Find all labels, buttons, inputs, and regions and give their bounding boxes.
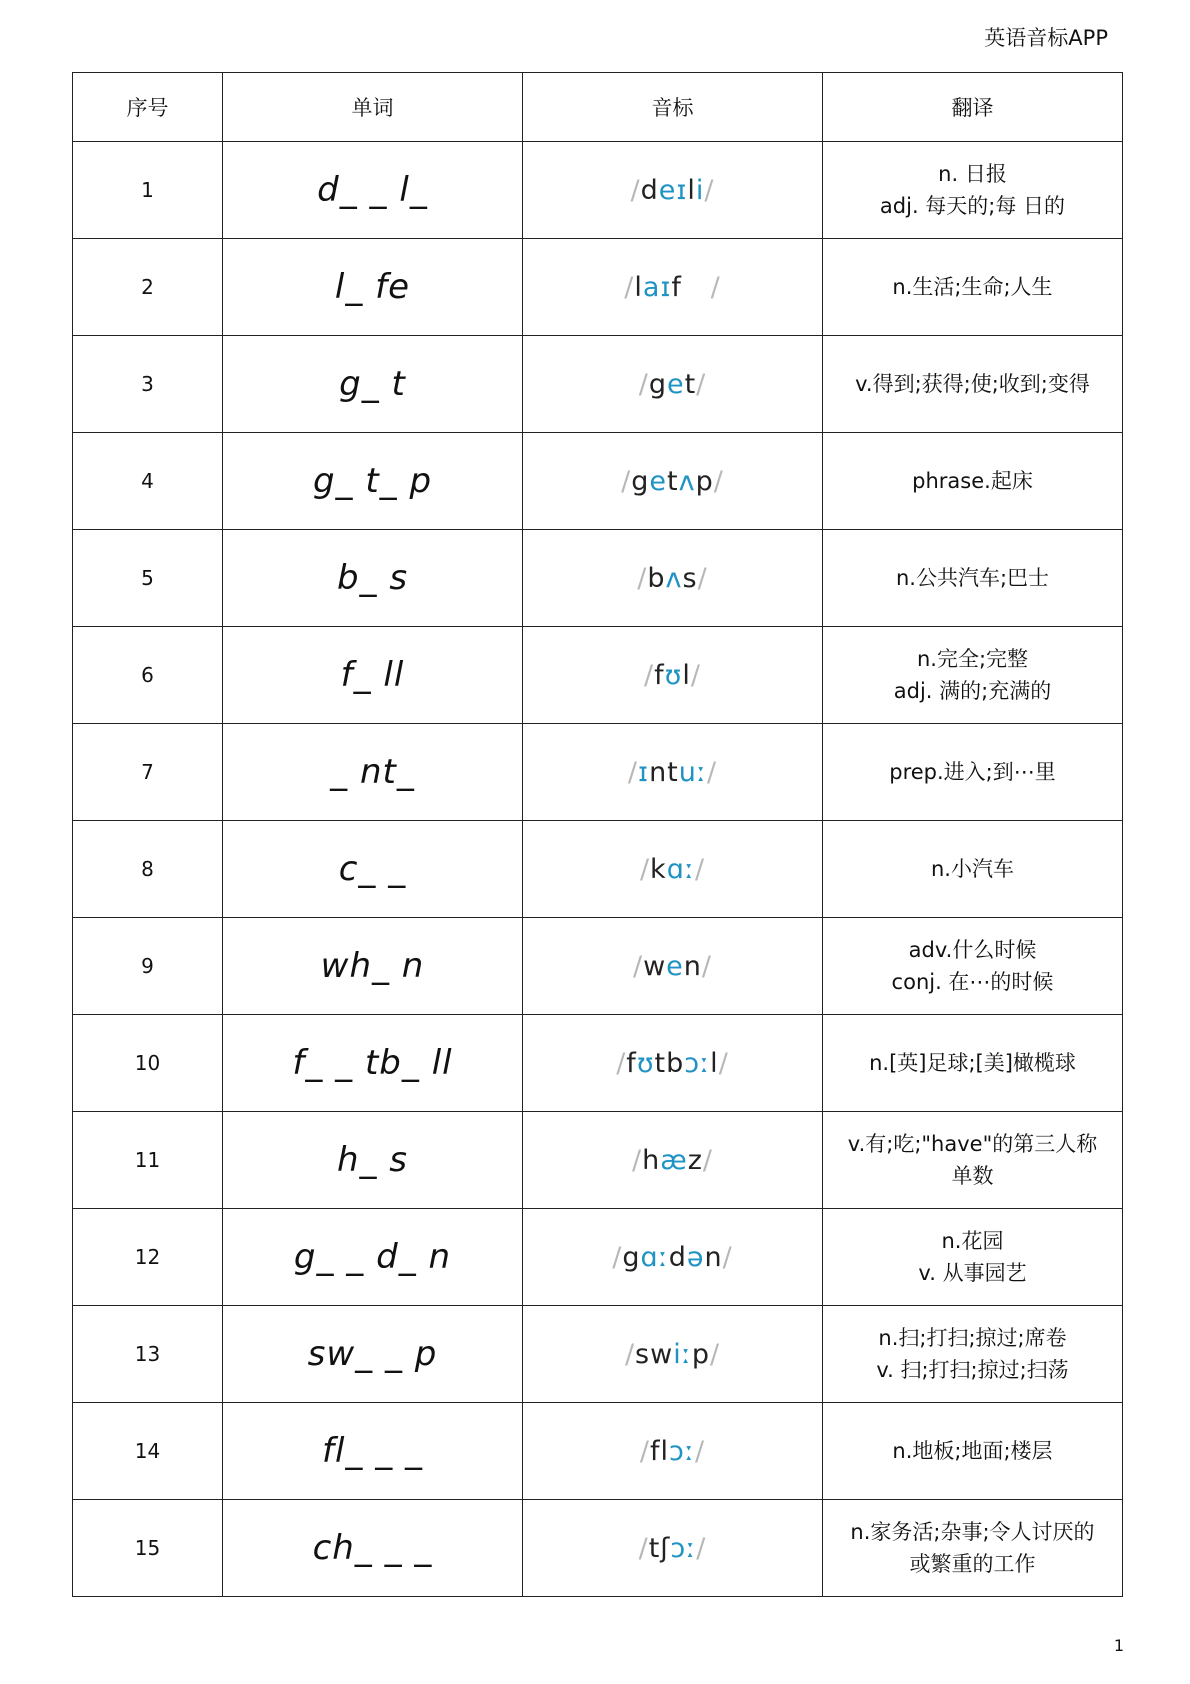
phonetic-slash: /: [639, 1435, 651, 1467]
row-number: 1: [73, 142, 223, 239]
word-blank-text: fl_ _ _: [321, 1431, 424, 1471]
row-number: 9: [73, 918, 223, 1015]
table-row: [73, 1015, 1123, 1112]
phonetic-consonant: l: [687, 174, 696, 206]
word-cell: [223, 821, 523, 918]
word-cell: [223, 1306, 523, 1403]
phonetic-text: [612, 1242, 733, 1273]
translation-line: adj. 满的;充满的: [893, 679, 1052, 703]
phonetic-consonant: f: [654, 659, 665, 691]
phonetic-cell: [523, 336, 823, 433]
word-blank-text: sw_ _ p: [307, 1334, 438, 1374]
phonetic-consonant: tb: [654, 1047, 685, 1079]
table-row: [73, 918, 1123, 1015]
phonetic-vowel: e: [666, 950, 684, 982]
translation-cell: [823, 918, 1123, 1015]
phonetic-slash: /: [624, 271, 635, 303]
column-header-phonetic: 音标: [523, 73, 823, 142]
translation-cell: [823, 239, 1123, 336]
phonetic-text: [624, 272, 721, 303]
phonetic-slash: /: [632, 950, 644, 982]
app-title: 英语音标APP: [984, 26, 1108, 50]
word-blank-text: h_ s: [336, 1140, 409, 1180]
word-blank-text: f_ _ tb_ ll: [292, 1043, 453, 1083]
word-cell: [223, 1015, 523, 1112]
phonetic-text: [630, 175, 714, 206]
phonetic-vowel: ʌ: [678, 465, 696, 497]
phonetic-consonant: g: [622, 1241, 641, 1273]
translation-line: n.扫;打扫;掠过;席卷: [878, 1326, 1067, 1350]
translation-cell: [823, 724, 1123, 821]
word-cell: [223, 336, 523, 433]
phonetic-vowel: i: [695, 174, 705, 206]
phonetic-text: [632, 1145, 713, 1176]
vocab-table: [72, 72, 1123, 1597]
word-cell: [223, 142, 523, 239]
translation-line: n.小汽车: [931, 857, 1014, 881]
phonetic-consonant: b: [647, 562, 666, 594]
phonetic-slash: /: [624, 1338, 636, 1370]
phonetic-cell: [523, 1015, 823, 1112]
phonetic-cell: [523, 530, 823, 627]
phonetic-consonant: g: [631, 465, 650, 497]
phonetic-vowel: uː: [678, 756, 707, 788]
translation-cell: [823, 530, 1123, 627]
phonetic-vowel: ɑː: [666, 853, 695, 885]
phonetic-slash: /: [644, 659, 655, 691]
phonetic-cell: [523, 142, 823, 239]
phonetic-vowel: ɔː: [684, 1047, 711, 1079]
word-blank-text: d_ _ l_: [317, 170, 428, 210]
translation-line: 单数: [951, 1164, 994, 1188]
translation-cell: [823, 1306, 1123, 1403]
translation-line: conj. 在⋯的时候: [891, 970, 1054, 994]
phonetic-cell: [523, 724, 823, 821]
row-number: 15: [73, 1500, 223, 1597]
translation-line: v. 扫;打扫;掠过;扫荡: [876, 1358, 1069, 1382]
translation-line: n.完全;完整: [916, 647, 1029, 671]
translation-line: n.家务活;杂事;令人讨厌的: [850, 1520, 1095, 1544]
word-blank-text: ch_ _ _: [312, 1528, 433, 1568]
phonetic-cell: [523, 1403, 823, 1500]
word-blank-text: c_ _: [338, 849, 407, 889]
phonetic-text: [628, 757, 717, 788]
phonetic-consonant: z: [687, 1144, 703, 1176]
phonetic-consonant: nt: [649, 756, 679, 788]
phonetic-text: [640, 854, 705, 885]
table-row: [73, 1112, 1123, 1209]
phonetic-slash: /: [696, 1532, 707, 1564]
row-number: 8: [73, 821, 223, 918]
word-cell: [223, 1403, 523, 1500]
phonetic-vowel: ʌ: [665, 562, 683, 594]
translation-line: v.有;吃;"have"的第三人称: [847, 1132, 1098, 1156]
phonetic-consonant: s: [682, 562, 698, 594]
table-row: [73, 142, 1123, 239]
phonetic-slash: /: [621, 465, 632, 497]
phonetic-consonant: t: [684, 368, 697, 400]
phonetic-slash: /: [631, 1144, 643, 1176]
phonetic-consonant: h: [642, 1144, 661, 1176]
translation-cell: [823, 1015, 1123, 1112]
phonetic-slash: /: [709, 1338, 721, 1370]
phonetic-vowel: e: [649, 465, 668, 497]
phonetic-cell: [523, 918, 823, 1015]
word-blank-text: b_ s: [336, 558, 409, 598]
phonetic-consonant: sw: [635, 1338, 674, 1370]
phonetic-vowel: ɔː: [670, 1532, 697, 1564]
phonetic-slash: /: [638, 368, 649, 400]
page-number: 1: [1113, 1636, 1124, 1655]
phonetic-vowel: æ: [660, 1144, 688, 1176]
translation-cell: [823, 1209, 1123, 1306]
phonetic-consonant: p: [695, 465, 714, 497]
translation-cell: [823, 433, 1123, 530]
phonetic-consonant: w: [643, 950, 667, 982]
phonetic-vowel: eɪ: [658, 174, 688, 206]
translation-cell: [823, 1112, 1123, 1209]
phonetic-vowel: iː: [673, 1338, 692, 1370]
phonetic-text: [633, 951, 712, 982]
phonetic-text: [616, 1048, 729, 1079]
translation-line: n.花园: [941, 1229, 1004, 1253]
phonetic-slash: /: [706, 756, 718, 788]
table-row: [73, 336, 1123, 433]
translation-cell: [823, 1403, 1123, 1500]
phonetic-consonant: n: [683, 950, 702, 982]
table-row: [73, 821, 1123, 918]
phonetic-text: [644, 660, 701, 691]
phonetic-cell: [523, 239, 823, 336]
table-row: [73, 433, 1123, 530]
row-number: 10: [73, 1015, 223, 1112]
row-number: 13: [73, 1306, 223, 1403]
column-header-number: 序号: [73, 73, 223, 142]
word-cell: [223, 1500, 523, 1597]
table-header-row: [73, 73, 1123, 142]
phonetic-slash: /: [690, 659, 701, 691]
phonetic-consonant: p: [691, 1338, 710, 1370]
phonetic-consonant: tʃ: [648, 1532, 671, 1564]
word-blank-text: l_ fe: [334, 267, 411, 307]
phonetic-vowel: aɪ: [642, 271, 672, 303]
row-number: 4: [73, 433, 223, 530]
phonetic-text: [637, 563, 707, 594]
phonetic-slash: /: [630, 174, 641, 206]
table-row: [73, 724, 1123, 821]
phonetic-consonant: g: [648, 368, 667, 400]
column-header-translation: 翻译: [823, 73, 1123, 142]
phonetic-slash: /: [697, 562, 708, 594]
phonetic-slash: /: [704, 174, 715, 206]
phonetic-slash: /: [722, 1241, 733, 1273]
word-blank-text: g_ t_ p: [312, 461, 433, 501]
word-blank-text: g_ _ d_ n: [293, 1237, 452, 1277]
phonetic-consonant: f: [626, 1047, 637, 1079]
phonetic-text: [625, 1339, 720, 1370]
row-number: 7: [73, 724, 223, 821]
phonetic-consonant: [682, 272, 711, 303]
translation-line: n.[英]足球;[美]橄榄球: [869, 1051, 1076, 1075]
translation-cell: [823, 1500, 1123, 1597]
table-row: [73, 239, 1123, 336]
phonetic-consonant: n: [704, 1241, 723, 1273]
phonetic-text: [640, 1436, 705, 1467]
word-cell: [223, 1209, 523, 1306]
phonetic-consonant: fl: [650, 1435, 670, 1467]
phonetic-consonant: k: [650, 853, 667, 885]
table-row: [73, 1306, 1123, 1403]
translation-cell: [823, 336, 1123, 433]
row-number: 11: [73, 1112, 223, 1209]
row-number: 3: [73, 336, 223, 433]
translation-cell: [823, 821, 1123, 918]
phonetic-slash: /: [710, 271, 721, 303]
translation-cell: [823, 627, 1123, 724]
table-row: [73, 1403, 1123, 1500]
phonetic-text: [639, 369, 707, 400]
phonetic-slash: /: [701, 950, 713, 982]
phonetic-cell: [523, 1306, 823, 1403]
phonetic-consonant: l: [682, 659, 691, 691]
phonetic-text: [621, 466, 724, 497]
phonetic-cell: [523, 1112, 823, 1209]
word-cell: [223, 724, 523, 821]
word-cell: [223, 239, 523, 336]
phonetic-vowel: ɑː: [640, 1241, 669, 1273]
phonetic-consonant: d: [640, 174, 659, 206]
phonetic-slash: /: [694, 853, 706, 885]
translation-line: n. 日报: [938, 162, 1007, 186]
phonetic-slash: /: [639, 853, 651, 885]
row-number: 6: [73, 627, 223, 724]
word-cell: [223, 918, 523, 1015]
word-cell: [223, 1112, 523, 1209]
word-cell: [223, 433, 523, 530]
table-row: [73, 1500, 1123, 1597]
word-blank-text: wh_ n: [320, 946, 425, 986]
phonetic-slash: /: [627, 756, 639, 788]
word-blank-text: g_ t: [339, 364, 406, 404]
phonetic-cell: [523, 433, 823, 530]
phonetic-vowel: ɪ: [638, 756, 650, 788]
phonetic-consonant: f: [671, 271, 682, 303]
column-header-word: 单词: [223, 73, 523, 142]
table-row: [73, 1209, 1123, 1306]
translation-cell: [823, 142, 1123, 239]
word-cell: [223, 530, 523, 627]
phonetic-cell: [523, 821, 823, 918]
phonetic-text: [639, 1533, 707, 1564]
phonetic-slash: /: [694, 1435, 706, 1467]
translation-line: 或繁重的工作: [909, 1552, 1036, 1576]
phonetic-vowel: ə: [686, 1241, 705, 1273]
phonetic-slash: /: [637, 562, 648, 594]
word-cell: [223, 627, 523, 724]
phonetic-slash: /: [612, 1241, 623, 1273]
phonetic-consonant: l: [710, 1047, 719, 1079]
phonetic-slash: /: [696, 368, 707, 400]
translation-line: prep.进入;到⋯里: [889, 760, 1056, 784]
table-row: [73, 627, 1123, 724]
phonetic-consonant: l: [634, 271, 643, 303]
phonetic-cell: [523, 1500, 823, 1597]
phonetic-vowel: e: [666, 368, 685, 400]
translation-line: v.得到;获得;使;收到;变得: [855, 372, 1090, 396]
translation-line: n.公共汽车;巴士: [895, 566, 1050, 590]
phonetic-slash: /: [713, 465, 724, 497]
phonetic-slash: /: [616, 1047, 627, 1079]
phonetic-slash: /: [718, 1047, 729, 1079]
translation-line: adj. 每天的;每 日的: [879, 194, 1066, 218]
phonetic-consonant: d: [668, 1241, 687, 1273]
phonetic-vowel: ʊ: [636, 1047, 655, 1079]
row-number: 14: [73, 1403, 223, 1500]
translation-line: adv.什么时候: [908, 938, 1037, 962]
word-blank-text: _ nt_: [330, 752, 415, 792]
phonetic-consonant: t: [667, 465, 679, 497]
phonetic-cell: [523, 1209, 823, 1306]
translation-line: n.生活;生命;人生: [892, 275, 1053, 299]
phonetic-cell: [523, 627, 823, 724]
phonetic-slash: /: [638, 1532, 649, 1564]
phonetic-vowel: ɔː: [669, 1435, 695, 1467]
row-number: 12: [73, 1209, 223, 1306]
row-number: 5: [73, 530, 223, 627]
translation-line: n.地板;地面;楼层: [892, 1439, 1053, 1463]
phonetic-slash: /: [702, 1144, 714, 1176]
translation-line: v. 从事园艺: [918, 1261, 1027, 1285]
table-row: [73, 530, 1123, 627]
table-body: [73, 142, 1123, 1597]
word-blank-text: f_ ll: [340, 655, 405, 695]
row-number: 2: [73, 239, 223, 336]
translation-line: phrase.起床: [912, 469, 1033, 493]
phonetic-vowel: ʊ: [664, 659, 683, 691]
